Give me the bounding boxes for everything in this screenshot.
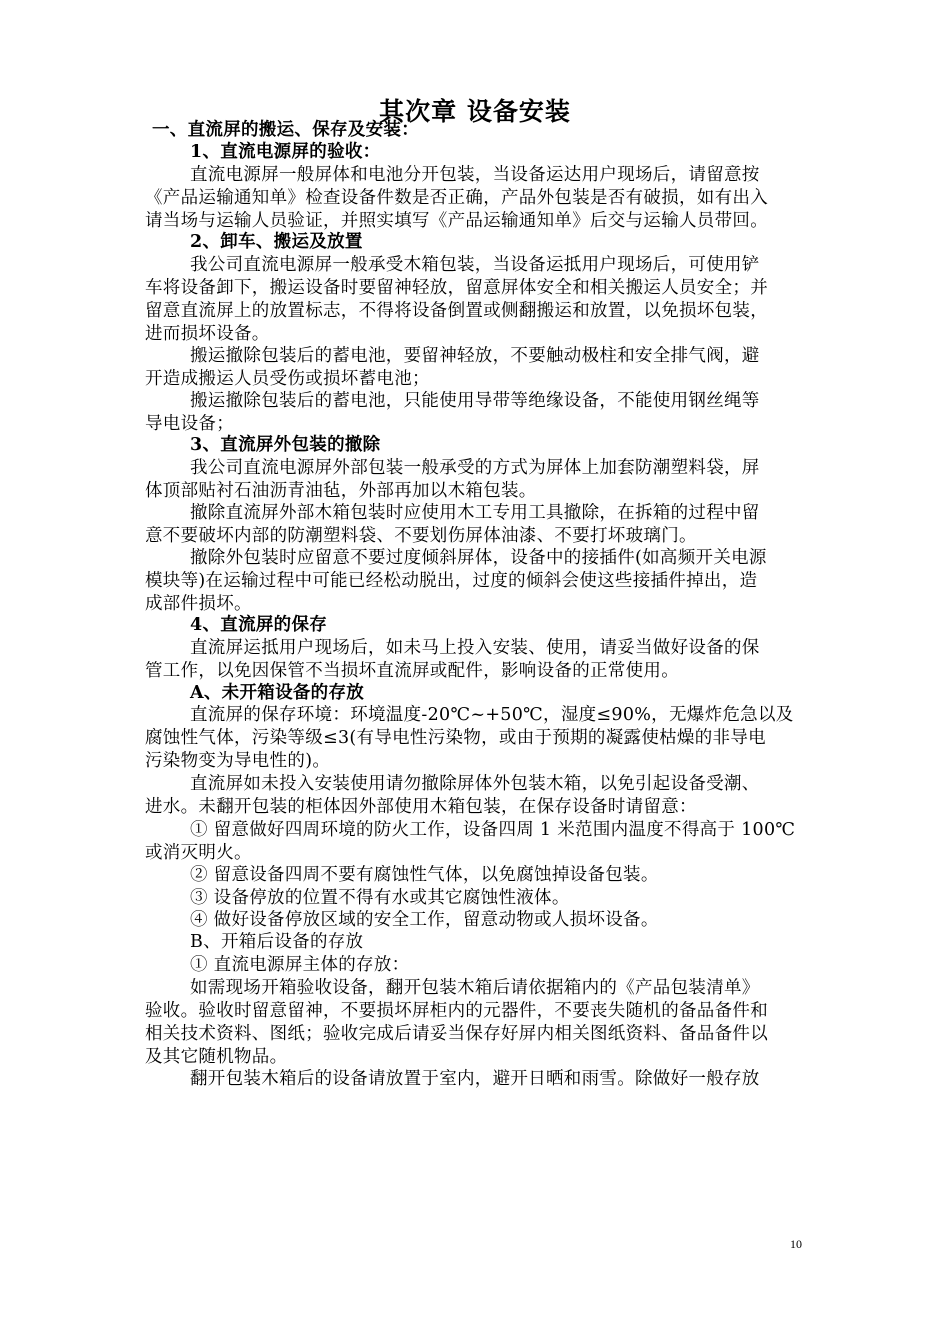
body-text-line: ① 直流电源屏主体的存放：	[190, 955, 410, 975]
body-text-line: 撤除外包装时应留意不要过度倾斜屏体，设备中的接插件(如高频开关电源	[190, 548, 767, 568]
body-text-line: 模块等)在运输过程中可能已经松动脱出，过度的倾斜会使这些接插件掉出，造	[145, 571, 758, 591]
section-heading: 一、直流屏的搬运、保存及安装：	[152, 120, 419, 140]
body-text-line: B、开箱后设备的存放	[190, 932, 364, 952]
chapter-title: 其次章 设备安装	[379, 97, 571, 126]
body-text-line: 搬运撤除包装后的蓄电池，只能使用导带等绝缘设备，不能使用钢丝绳等	[190, 391, 760, 411]
body-text-line: 或消灭明火。	[145, 843, 252, 863]
section-heading: A、未开箱设备的存放	[190, 683, 365, 703]
body-text-line: 验收。验收时留意留神，不要损坏屏柜内的元器件，不要丧失随机的备品备件和	[145, 1001, 768, 1021]
body-text-line: 腐蚀性气体，污染等级≤3(有导电性污染物，或由于预期的凝露使枯燥的非导电	[145, 728, 766, 748]
body-text-line: 如需现场开箱验收设备，翻开包装木箱后请依据箱内的《产品包装清单》	[190, 978, 760, 998]
body-text-line: 及其它随机物品。	[145, 1047, 288, 1067]
body-text-line: 直流屏的保存环境：环境温度-20℃~+50℃，湿度≤90%，无爆炸危急以及	[190, 705, 794, 725]
section-heading: 1、直流电源屏的验收：	[190, 142, 381, 162]
body-text-line: 意不要破坏内部的防潮塑料袋、不要划伤屏体油漆、不要打坏玻璃门。	[145, 526, 697, 546]
body-text-line: 管工作，以免因保管不当损坏直流屏或配件，影响设备的正常使用。	[145, 661, 679, 681]
body-text-line: 直流屏运抵用户现场后，如未马上投入安装、使用，请妥当做好设备的保	[190, 638, 760, 658]
section-heading: 2、卸车、搬运及放置	[190, 232, 363, 252]
body-text-line: 开造成搬运人员受伤或损坏蓄电池；	[145, 369, 430, 389]
body-text-line: 污染物变为导电性的)。	[145, 751, 331, 771]
body-text-line: ③ 设备停放的位置不得有水或其它腐蚀性液体。	[190, 888, 570, 908]
body-text-line: 直流屏如未投入安装使用请勿撤除屏体外包装木箱，以免引起设备受潮、	[190, 774, 760, 794]
body-text-line: 请当场与运输人员验证，并照实填写《产品运输通知单》后交与运输人员带回。	[145, 211, 768, 231]
body-text-line: 体顶部贴衬石油沥青油毡，外部再加以木箱包装。	[145, 481, 537, 501]
section-heading: 3、直流屏外包装的撤除	[190, 435, 381, 455]
body-text-line: 直流电源屏一般屏体和电池分开包装，当设备运达用户现场后，请留意按	[190, 165, 760, 185]
body-text-line: 我公司直流电源屏外部包装一般承受的方式为屏体上加套防潮塑料袋，屏	[190, 458, 760, 478]
body-text-line: 进而损坏设备。	[145, 324, 270, 344]
body-text-line: ① 留意做好四周环境的防火工作，设备四周 1 米范围内温度不得高于 100℃	[190, 820, 796, 840]
body-text-line: 进水。未翻开包装的柜体因外部使用木箱包装，在保存设备时请留意：	[145, 797, 697, 817]
body-text-line: ② 留意设备四周不要有腐蚀性气体，以免腐蚀掉设备包装。	[190, 865, 659, 885]
body-text-line: ④ 做好设备停放区域的安全工作，留意动物或人损坏设备。	[190, 910, 659, 930]
body-text-line: 车将设备卸下，搬运设备时要留神轻放，留意屏体安全和相关搬运人员安全；并	[145, 278, 768, 298]
body-text-line: 留意直流屏上的放置标志，不得将设备倒置或侧翻搬运和放置，以免损坏包装，	[145, 301, 768, 321]
body-text-line: 我公司直流电源屏一般承受木箱包装，当设备运抵用户现场后，可使用铲	[190, 255, 760, 275]
body-text-line: 搬运撤除包装后的蓄电池，要留神轻放，不要触动极柱和安全排气阀，避	[190, 346, 760, 366]
body-text-line: 成部件损坏。	[145, 594, 252, 614]
body-text-line: 《产品运输通知单》检查设备件数是否正确，产品外包装是否有破损，如有出入	[145, 188, 768, 208]
body-text-line: 导电设备；	[145, 414, 234, 434]
body-text-line: 相关技术资料、图纸；验收完成后请妥当保存好屏内相关图纸资料、备品备件以	[145, 1024, 768, 1044]
section-heading: 4、直流屏的保存	[190, 615, 328, 635]
body-text-line: 撤除直流屏外部木箱包装时应使用木工专用工具撤除，在拆箱的过程中留	[190, 503, 760, 523]
body-text-line: 翻开包装木箱后的设备请放置于室内，避开日晒和雨雪。除做好一般存放	[190, 1069, 760, 1089]
page-number: 10	[790, 1237, 802, 1251]
